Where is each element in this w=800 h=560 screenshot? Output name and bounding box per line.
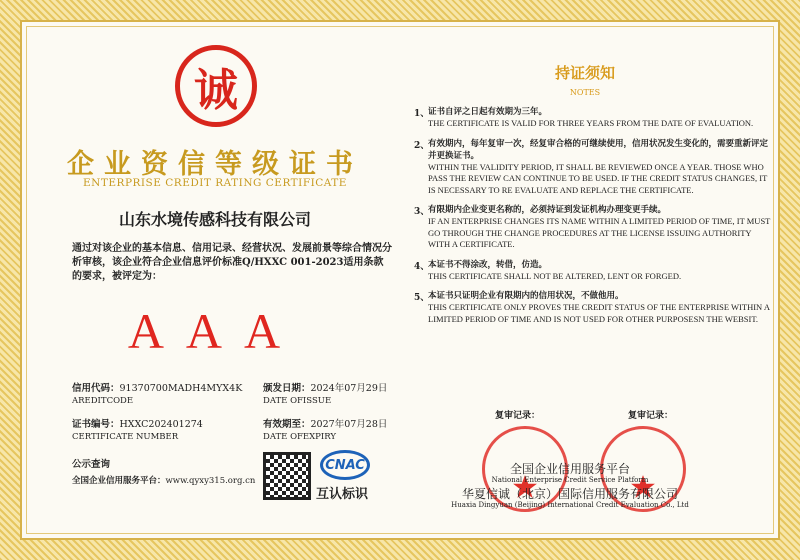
platform-line	[72, 475, 255, 488]
review-record-2: 复审记录：	[628, 411, 674, 421]
note-item	[414, 290, 774, 325]
note-cn: 有效期内，每年复审一次，经复审合格的可继续使用，信用状况发生变化的，需要重新评定并更换证书。	[428, 138, 769, 161]
cert-no-label: 证书编号：	[72, 419, 120, 430]
note-number: 5、	[414, 293, 430, 303]
cert-no-en: CERTIFICATE NUMBER	[72, 432, 179, 442]
issue-en: DATE OFISSUE	[263, 396, 332, 406]
platform-en: National Enterprise Credit Service Platform	[491, 476, 649, 484]
note-cn: 有限期内企业变更名称的，必须持证到发证机构办理变更手续。	[428, 205, 667, 215]
note-item	[414, 204, 774, 251]
platform-cn: 全国企业信用服务平台	[509, 462, 630, 476]
note-number: 1、	[414, 109, 430, 119]
credit-code-en: AREDITCODE	[72, 396, 134, 406]
issuer-en: Huaxia Dingyuan (Beijing) International Credit Evaluation Co., Ltd	[451, 501, 689, 509]
expiry-date: 2027年07月28日	[310, 419, 388, 430]
issue-label: 颁发日期：	[263, 383, 311, 394]
note-number: 3、	[414, 207, 430, 217]
credit-code-block	[72, 382, 242, 407]
platform-url[interactable]: www.qyxy315.org.cn	[165, 476, 256, 486]
public-query: 公示查询	[72, 459, 111, 470]
note-cn: 证书自评之日起有效期为三年。	[428, 107, 548, 117]
notes-list	[414, 106, 774, 333]
certificate-title: 企业资信等级证书	[67, 149, 363, 180]
credit-code-label: 信用代码：	[72, 383, 120, 394]
cert-no: HXXC202401274	[119, 419, 203, 430]
platform-label: 全国企业信用服务平台：	[72, 476, 166, 486]
qr-code[interactable]	[263, 452, 311, 500]
note-item	[414, 259, 774, 283]
rating: AAA	[127, 303, 303, 359]
note-number: 2、	[414, 140, 430, 151]
company-name: 山东水境传感科技有限公司	[118, 210, 311, 229]
issuer-cn: 华夏信诚（北京）国际信用服务有限公司	[461, 487, 678, 501]
note-en: WITHIN THE VALIDITY PERIOD, IT SHALL BE REVIEWED ONCE A YEAR. THOSE WHO PASS THE REVIEW CAN CONTINUE TO BE USED. IF THE CREDIT STATUS CHANGES, IT IS NECESSARY TO RE EVALUATE AND REPLACE THE CERTIFICATE.	[428, 161, 768, 195]
expiry-label: 有效期至：	[263, 419, 311, 430]
note-en: IF AN ENTERPRISE CHANGES ITS NAME WITHIN A LIMITED PERIOD OF TIME, IT MUST GO THROUGH THE CHANGE PROCEDURES AT THE LICENSE ISSUING AUTHORITY WITH A CERTIFICATE.	[428, 216, 771, 249]
note-en: THIS CERTIFICATE SHALL NOT BE ALTERED, LENT OR FORGED.	[428, 270, 682, 281]
note-en: THIS CERTIFICATE ONLY PROVES THE CREDIT STATUS OF THE ENTERPRISE WITHIN A LIMITED PERIOD OF TIME AND IS NOT USED FOR OTHER PURPOSESN THE WEBSIT.	[428, 302, 770, 324]
note-cn: 本证书只证明企业有限期内的信用状况，不做他用。	[428, 291, 624, 301]
notes-title: 持证须知	[554, 64, 615, 82]
note-number: 4、	[414, 261, 430, 272]
notes-subtitle: NOTES	[569, 88, 601, 97]
note-item	[414, 106, 774, 130]
cnac-logo: CNAC	[320, 450, 370, 480]
credit-code: 91370700MADH4MYX4K	[119, 383, 243, 394]
note-cn: 本证书不得涂改，转借，仿造。	[428, 259, 548, 270]
issue-date-block	[263, 382, 387, 407]
issue-date: 2024年07月29日	[310, 383, 388, 394]
seal-logo	[175, 45, 257, 127]
statement: 通过对该企业的基本信息、信用记录、经营状况、发展前景等综合情况分析审核，该企业符合企业信息评价标准Q/HXXC 001-2023适用条款的要求，被评定为：	[72, 243, 392, 282]
mutual-recognition-mark: 互认标识	[316, 487, 369, 502]
cert-no-block	[72, 418, 203, 443]
note-en: THE CERTIFICATE IS VALID FOR THREE YEARS FROM THE DATE OF EVALUATION.	[428, 118, 754, 128]
certificate-subtitle: ENTERPRISE CREDIT RATING CERTIFICATE	[83, 177, 347, 189]
expiry-en: DATE OFEXPIRY	[263, 432, 337, 442]
expiry-block	[263, 418, 387, 443]
review-record-1: 复审记录：	[495, 411, 541, 421]
note-item	[414, 138, 774, 197]
logo-char: 诚	[194, 65, 238, 116]
